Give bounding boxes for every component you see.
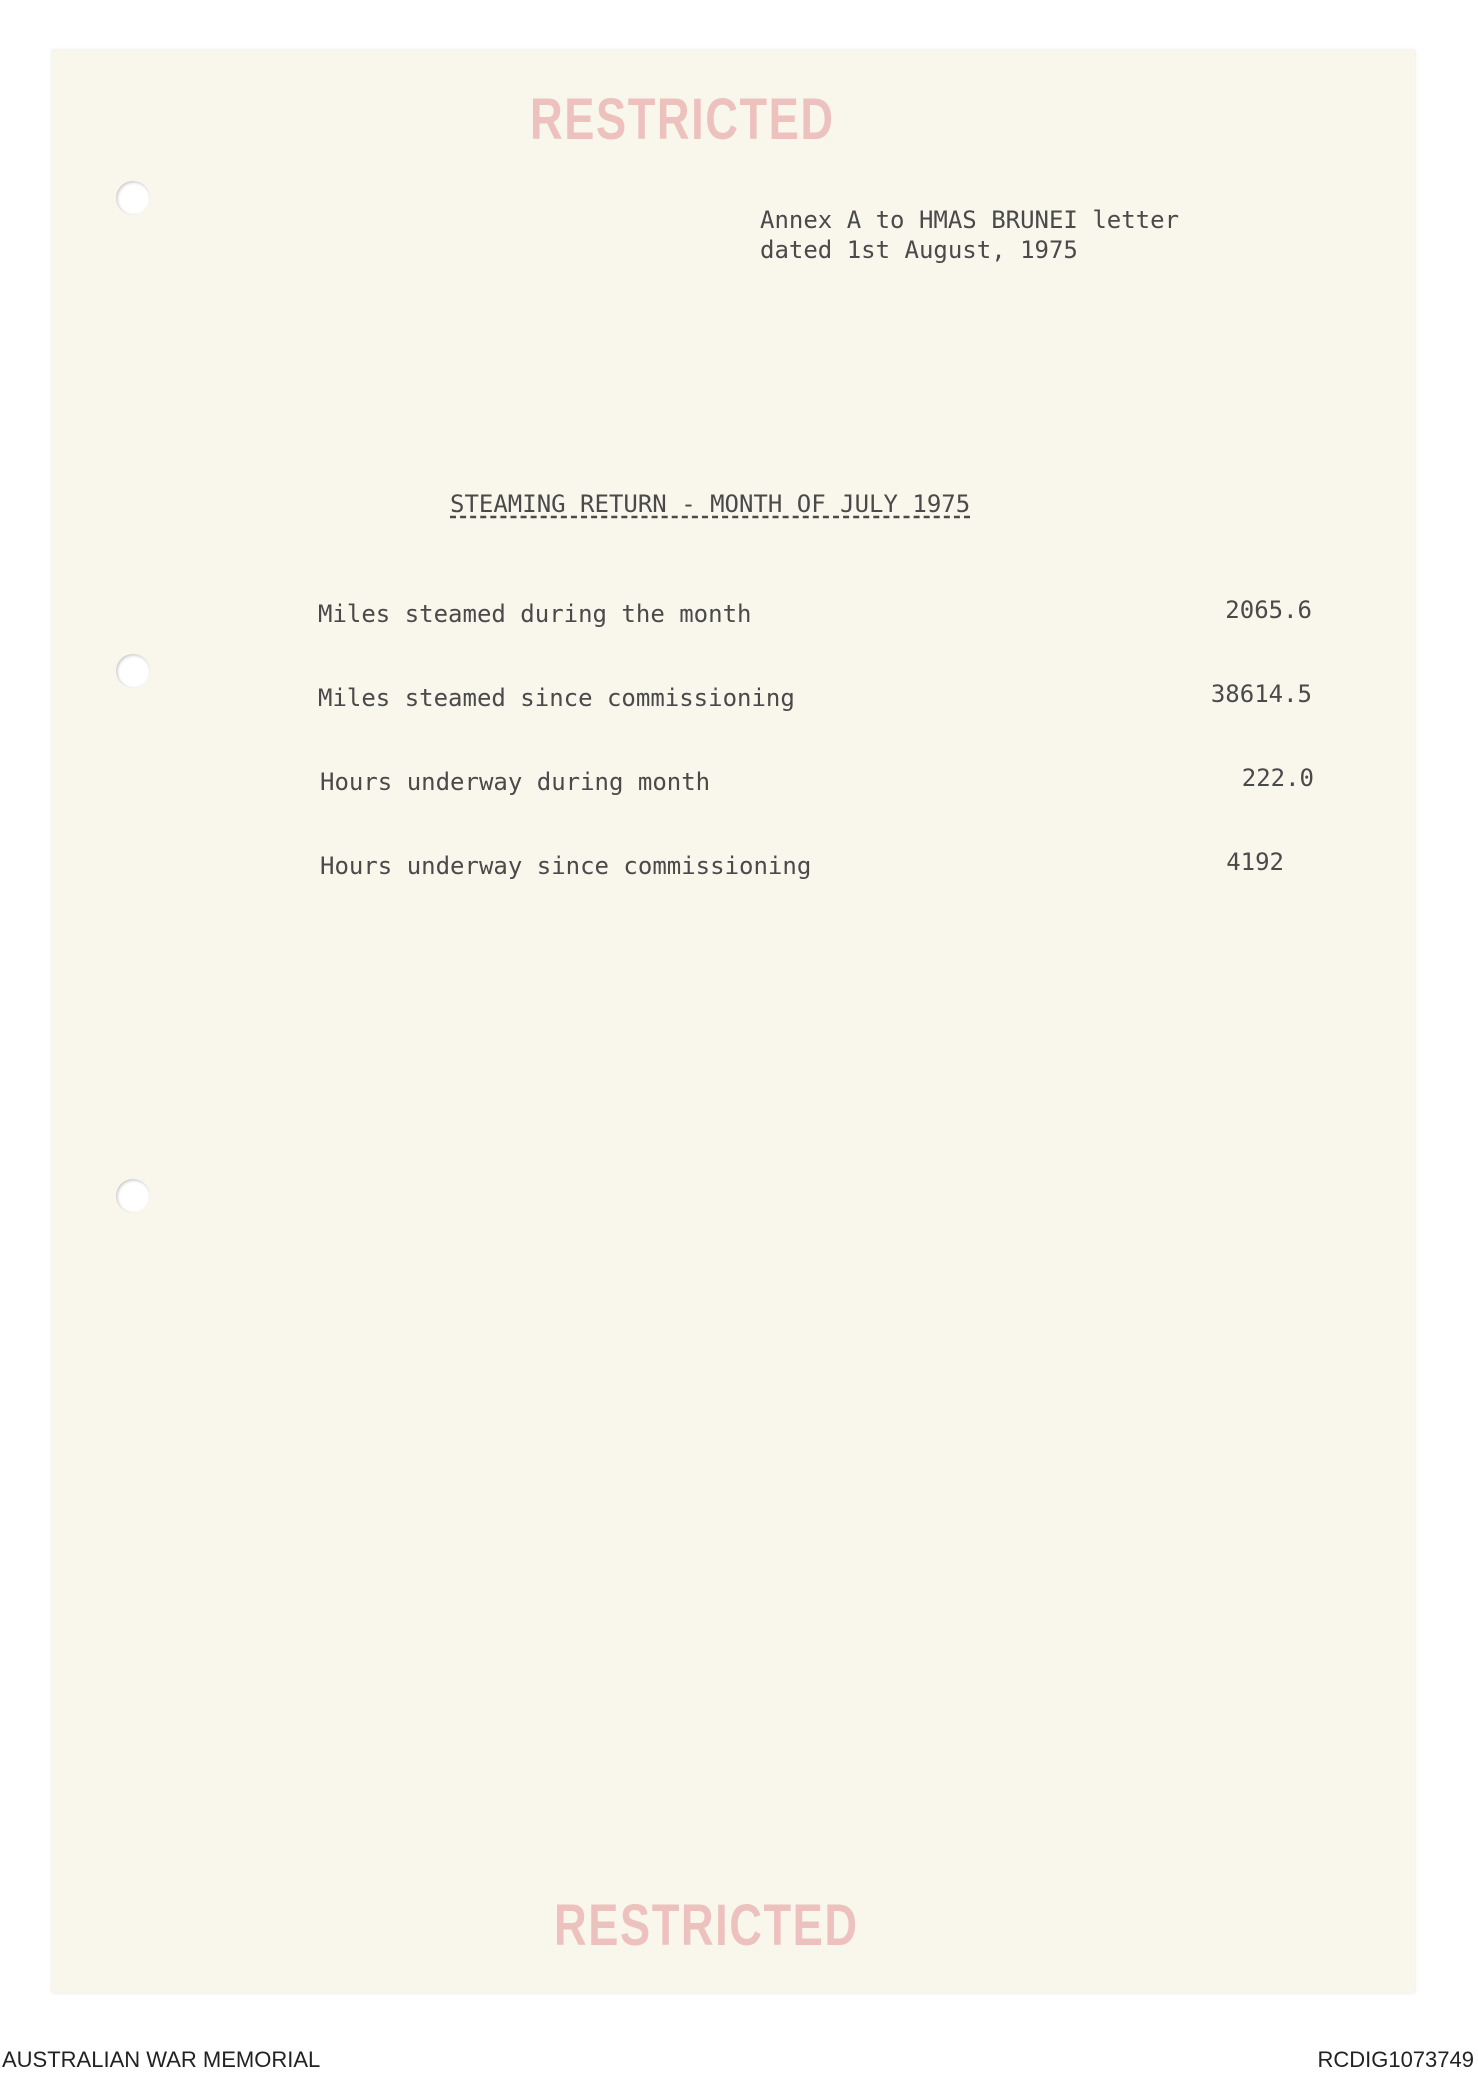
annex-line-1: Annex A to HMAS BRUNEI letter	[760, 206, 1180, 234]
row-value-miles-month: 2065.6	[1225, 596, 1312, 624]
row-label-miles-commissioning: Miles steamed since commissioning	[318, 684, 795, 712]
document-page	[52, 50, 1415, 1993]
punch-hole-top	[116, 181, 150, 215]
row-label-hours-commissioning: Hours underway since commissioning	[320, 852, 812, 880]
restricted-stamp-bottom: RESTRICTED	[554, 1893, 859, 1958]
row-value-hours-commissioning: 4192	[1226, 848, 1284, 876]
footer-source: AUSTRALIAN WAR MEMORIAL	[2, 2047, 321, 2072]
page-title: STEAMING RETURN - MONTH OF JULY 1975	[450, 490, 971, 518]
row-value-hours-month: 222.0	[1241, 764, 1314, 792]
annex-line-2: dated 1st August, 1975	[760, 236, 1078, 264]
punch-hole-middle	[116, 654, 150, 688]
row-label-miles-month: Miles steamed during the month	[318, 600, 752, 628]
restricted-stamp-top: RESTRICTED	[530, 87, 835, 152]
footer-id: RCDIG1073749	[1317, 2047, 1474, 2072]
punch-hole-bottom	[116, 1179, 150, 1213]
row-value-miles-commissioning: 38614.5	[1210, 680, 1312, 708]
row-label-hours-month: Hours underway during month	[320, 768, 711, 796]
